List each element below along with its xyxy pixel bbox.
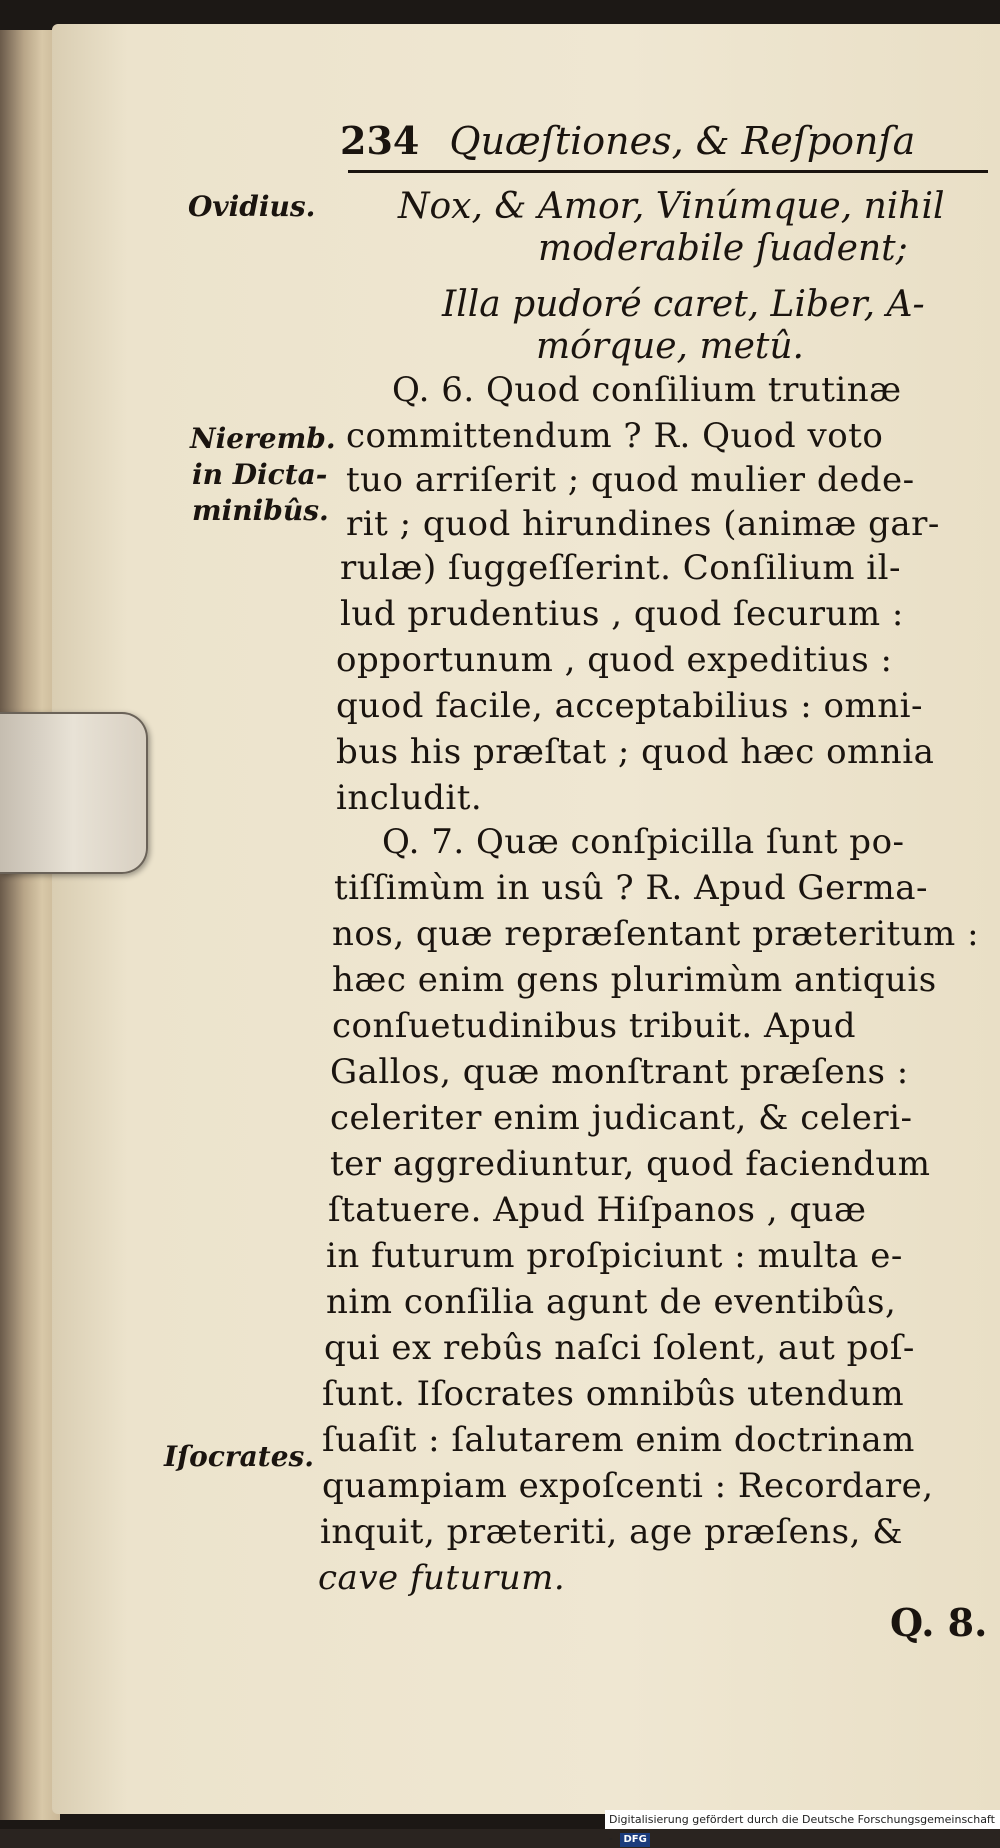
body-line: conſuetudinibus tribuit. Apud bbox=[332, 1006, 856, 1046]
body-line: Q. 7. Quæ conſpicilla ſunt po- bbox=[382, 822, 905, 862]
body-line: ter aggrediuntur, quod faciendum bbox=[330, 1144, 931, 1184]
body-line: ſuaſit : ſalutarem enim doctrinam bbox=[322, 1420, 915, 1460]
running-title: Quæſtiones, & Reſponſa bbox=[449, 119, 916, 163]
footer-text: Digitalisierung gefördert durch die Deutsche Forschungsgemeinschaft - bbox=[609, 1813, 995, 1845]
running-header bbox=[340, 118, 990, 174]
poem-line: mórque, metû. bbox=[536, 326, 804, 367]
body-line: ſtatuere. Apud Hiſpanos , quæ bbox=[328, 1190, 867, 1230]
body-line: quampiam expoſcenti : Recordare, bbox=[322, 1466, 934, 1506]
body-line: nim conſilia agunt de eventibûs, bbox=[326, 1282, 897, 1322]
body-line: ſunt. Iſocrates omnibûs utendum bbox=[322, 1374, 905, 1414]
body-line: Q. 6. Quod conſilium trutinæ bbox=[392, 370, 902, 410]
margin-note-dicta: in Dicta- bbox=[192, 458, 328, 491]
page-edges bbox=[0, 30, 60, 1820]
body-line: Gallos, quæ monſtrant præſens : bbox=[330, 1052, 909, 1092]
body-line: committendum ? R. Quod voto bbox=[346, 416, 884, 456]
poem-line: Nox, & Amor, Vinúmque, nihil bbox=[398, 186, 945, 227]
dfg-logo: DFG bbox=[620, 1833, 649, 1847]
margin-note-ovidius: Ovidius. bbox=[188, 190, 316, 223]
margin-note-minibus: minibûs. bbox=[192, 494, 329, 527]
body-line: rit ; quod hirundines (animæ gar- bbox=[346, 504, 940, 544]
header-rule bbox=[348, 170, 988, 173]
margin-note-isocrates: Iſocrates. bbox=[164, 1440, 315, 1473]
page-tab-clip bbox=[0, 712, 148, 874]
body-line: rulæ) ſuggeſſerint. Conſilium il- bbox=[340, 548, 902, 588]
body-line: includit. bbox=[336, 778, 483, 818]
body-line: bus his præſtat ; quod hæc omnia bbox=[336, 732, 935, 772]
catchword: Q. 8. bbox=[890, 1600, 988, 1645]
body-line: qui ex rebûs naſci ſolent, aut poſ- bbox=[324, 1328, 915, 1368]
page-number: 234 bbox=[340, 118, 420, 163]
poem-line: Illa pudoré caret, Liber, A- bbox=[442, 284, 925, 325]
body-line: tuo arriſerit ; quod mulier dede- bbox=[346, 460, 915, 500]
body-line: opportunum , quod expeditius : bbox=[336, 640, 893, 680]
body-line: lud prudentius , quod ſecurum : bbox=[340, 594, 904, 634]
body-line: celeriter enim judicant, & celeri- bbox=[330, 1098, 913, 1138]
body-line: quod facile, acceptabilius : omni- bbox=[336, 686, 924, 726]
body-line: in futurum proſpiciunt : multa e- bbox=[326, 1236, 903, 1276]
body-line: cave futurum. bbox=[318, 1558, 566, 1598]
body-line: tiſſimùm in usû ? R. Apud Germa- bbox=[334, 868, 928, 908]
body-line: inquit, præteriti, age præſens, & bbox=[320, 1512, 903, 1552]
footer-credit bbox=[605, 1810, 1000, 1845]
body-line: nos, quæ repræſentant præteritum : bbox=[332, 914, 980, 954]
margin-note-nieremb: Nieremb. bbox=[190, 422, 336, 455]
poem-line: moderabile ſuadent; bbox=[538, 228, 908, 269]
body-line: hæc enim gens plurimùm antiquis bbox=[332, 960, 937, 1000]
